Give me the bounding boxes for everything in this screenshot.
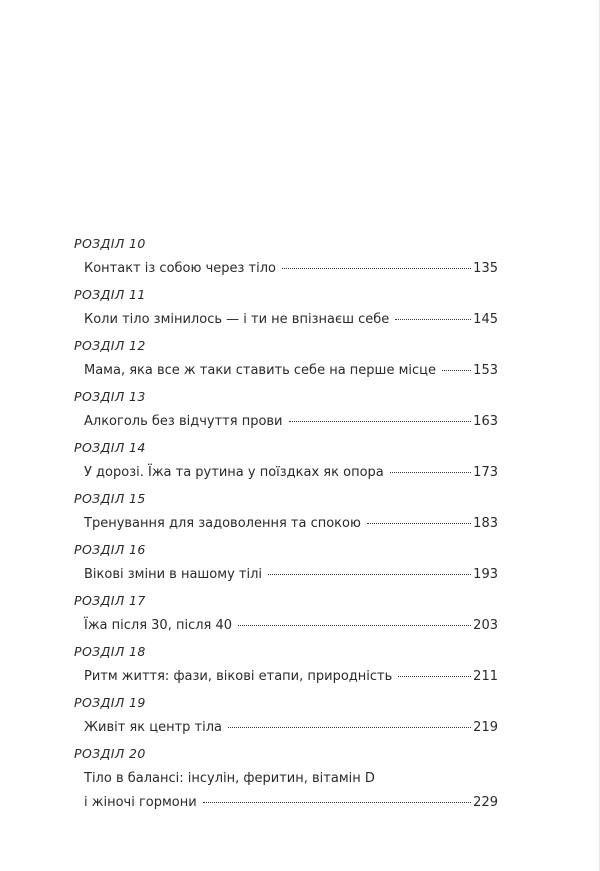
dot-leader bbox=[442, 370, 471, 371]
chapter-label: РОЗДІЛ 15 bbox=[74, 491, 146, 506]
page-number: 173 bbox=[473, 465, 498, 480]
toc-entry[interactable] bbox=[74, 669, 498, 685]
dot-leader bbox=[268, 574, 471, 575]
entry-title: Контакт із собою через тіло bbox=[84, 261, 277, 276]
chapter-label: РОЗДІЛ 16 bbox=[74, 542, 146, 557]
page-number: 163 bbox=[473, 414, 498, 429]
page-number: 183 bbox=[473, 516, 498, 531]
chapter-label: РОЗДІЛ 12 bbox=[74, 338, 146, 353]
toc-entry[interactable] bbox=[74, 771, 498, 811]
toc-entry[interactable] bbox=[74, 261, 498, 277]
chapter-label: РОЗДІЛ 14 bbox=[74, 440, 146, 455]
toc-entry[interactable] bbox=[74, 363, 498, 379]
entry-title: Вікові зміни в нашому тілі bbox=[84, 567, 263, 582]
page-number: 211 bbox=[473, 669, 498, 684]
dot-leader bbox=[395, 319, 471, 320]
page-number: 145 bbox=[473, 312, 498, 327]
entry-title-line1: Тіло в балансі: інсулін, феритин, вітамін D bbox=[84, 771, 375, 786]
toc-chapter bbox=[74, 440, 498, 481]
entry-title: Алкоголь без відчуття прови bbox=[84, 414, 283, 429]
entry-title: Живіт як центр тіла bbox=[84, 720, 222, 735]
entry-title: У дорозі. Їжа та рутина у поїздках як опора bbox=[84, 465, 384, 480]
entry-title: Ритм життя: фази, вікові етапи, природність bbox=[84, 669, 393, 684]
toc-chapter bbox=[74, 746, 498, 811]
chapter-label: РОЗДІЛ 10 bbox=[74, 236, 146, 251]
toc-entry[interactable] bbox=[74, 465, 498, 481]
chapter-label: РОЗДІЛ 17 bbox=[74, 593, 146, 608]
toc-chapter bbox=[74, 389, 498, 430]
dot-leader bbox=[367, 523, 471, 524]
dot-leader bbox=[289, 421, 472, 422]
toc-chapter bbox=[74, 236, 498, 277]
entry-title: Мама, яка все ж таки ставить себе на перше місце bbox=[84, 363, 436, 378]
toc-entry[interactable] bbox=[74, 312, 498, 328]
entry-title: Коли тіло змінилось — і ти не впізнаєш себе bbox=[84, 312, 390, 327]
toc-entry[interactable] bbox=[74, 516, 498, 532]
chapter-label: РОЗДІЛ 19 bbox=[74, 695, 146, 710]
toc-entry[interactable] bbox=[74, 720, 498, 736]
entry-title: Тренування для задоволення та спокою bbox=[84, 516, 361, 531]
toc-chapter bbox=[74, 491, 498, 532]
dot-leader bbox=[282, 268, 471, 269]
toc-entry[interactable] bbox=[74, 414, 498, 430]
toc-chapter bbox=[74, 338, 498, 379]
page-number: 229 bbox=[473, 795, 498, 810]
toc-entry[interactable] bbox=[74, 618, 498, 634]
entry-title: Їжа після 30, після 40 bbox=[84, 618, 233, 633]
chapter-label: РОЗДІЛ 11 bbox=[74, 287, 146, 302]
entry-line2 bbox=[84, 795, 498, 811]
dot-leader bbox=[228, 727, 471, 728]
page-number: 193 bbox=[473, 567, 498, 582]
chapter-label: РОЗДІЛ 13 bbox=[74, 389, 146, 404]
page-number: 135 bbox=[473, 261, 498, 276]
table-of-contents bbox=[74, 236, 498, 821]
dot-leader bbox=[398, 676, 471, 677]
toc-chapter bbox=[74, 593, 498, 634]
toc-chapter bbox=[74, 695, 498, 736]
toc-chapter bbox=[74, 644, 498, 685]
dot-leader bbox=[390, 472, 471, 473]
toc-entry[interactable] bbox=[74, 567, 498, 583]
chapter-label: РОЗДІЛ 18 bbox=[74, 644, 146, 659]
page-number: 153 bbox=[473, 363, 498, 378]
toc-chapter bbox=[74, 542, 498, 583]
entry-title-line2: і жіночі гормони bbox=[84, 795, 197, 810]
toc-chapter bbox=[74, 287, 498, 328]
page-number: 203 bbox=[473, 618, 498, 633]
dot-leader bbox=[238, 625, 471, 626]
page-number: 219 bbox=[473, 720, 498, 735]
chapter-label: РОЗДІЛ 20 bbox=[74, 746, 146, 761]
dot-leader bbox=[203, 802, 471, 803]
